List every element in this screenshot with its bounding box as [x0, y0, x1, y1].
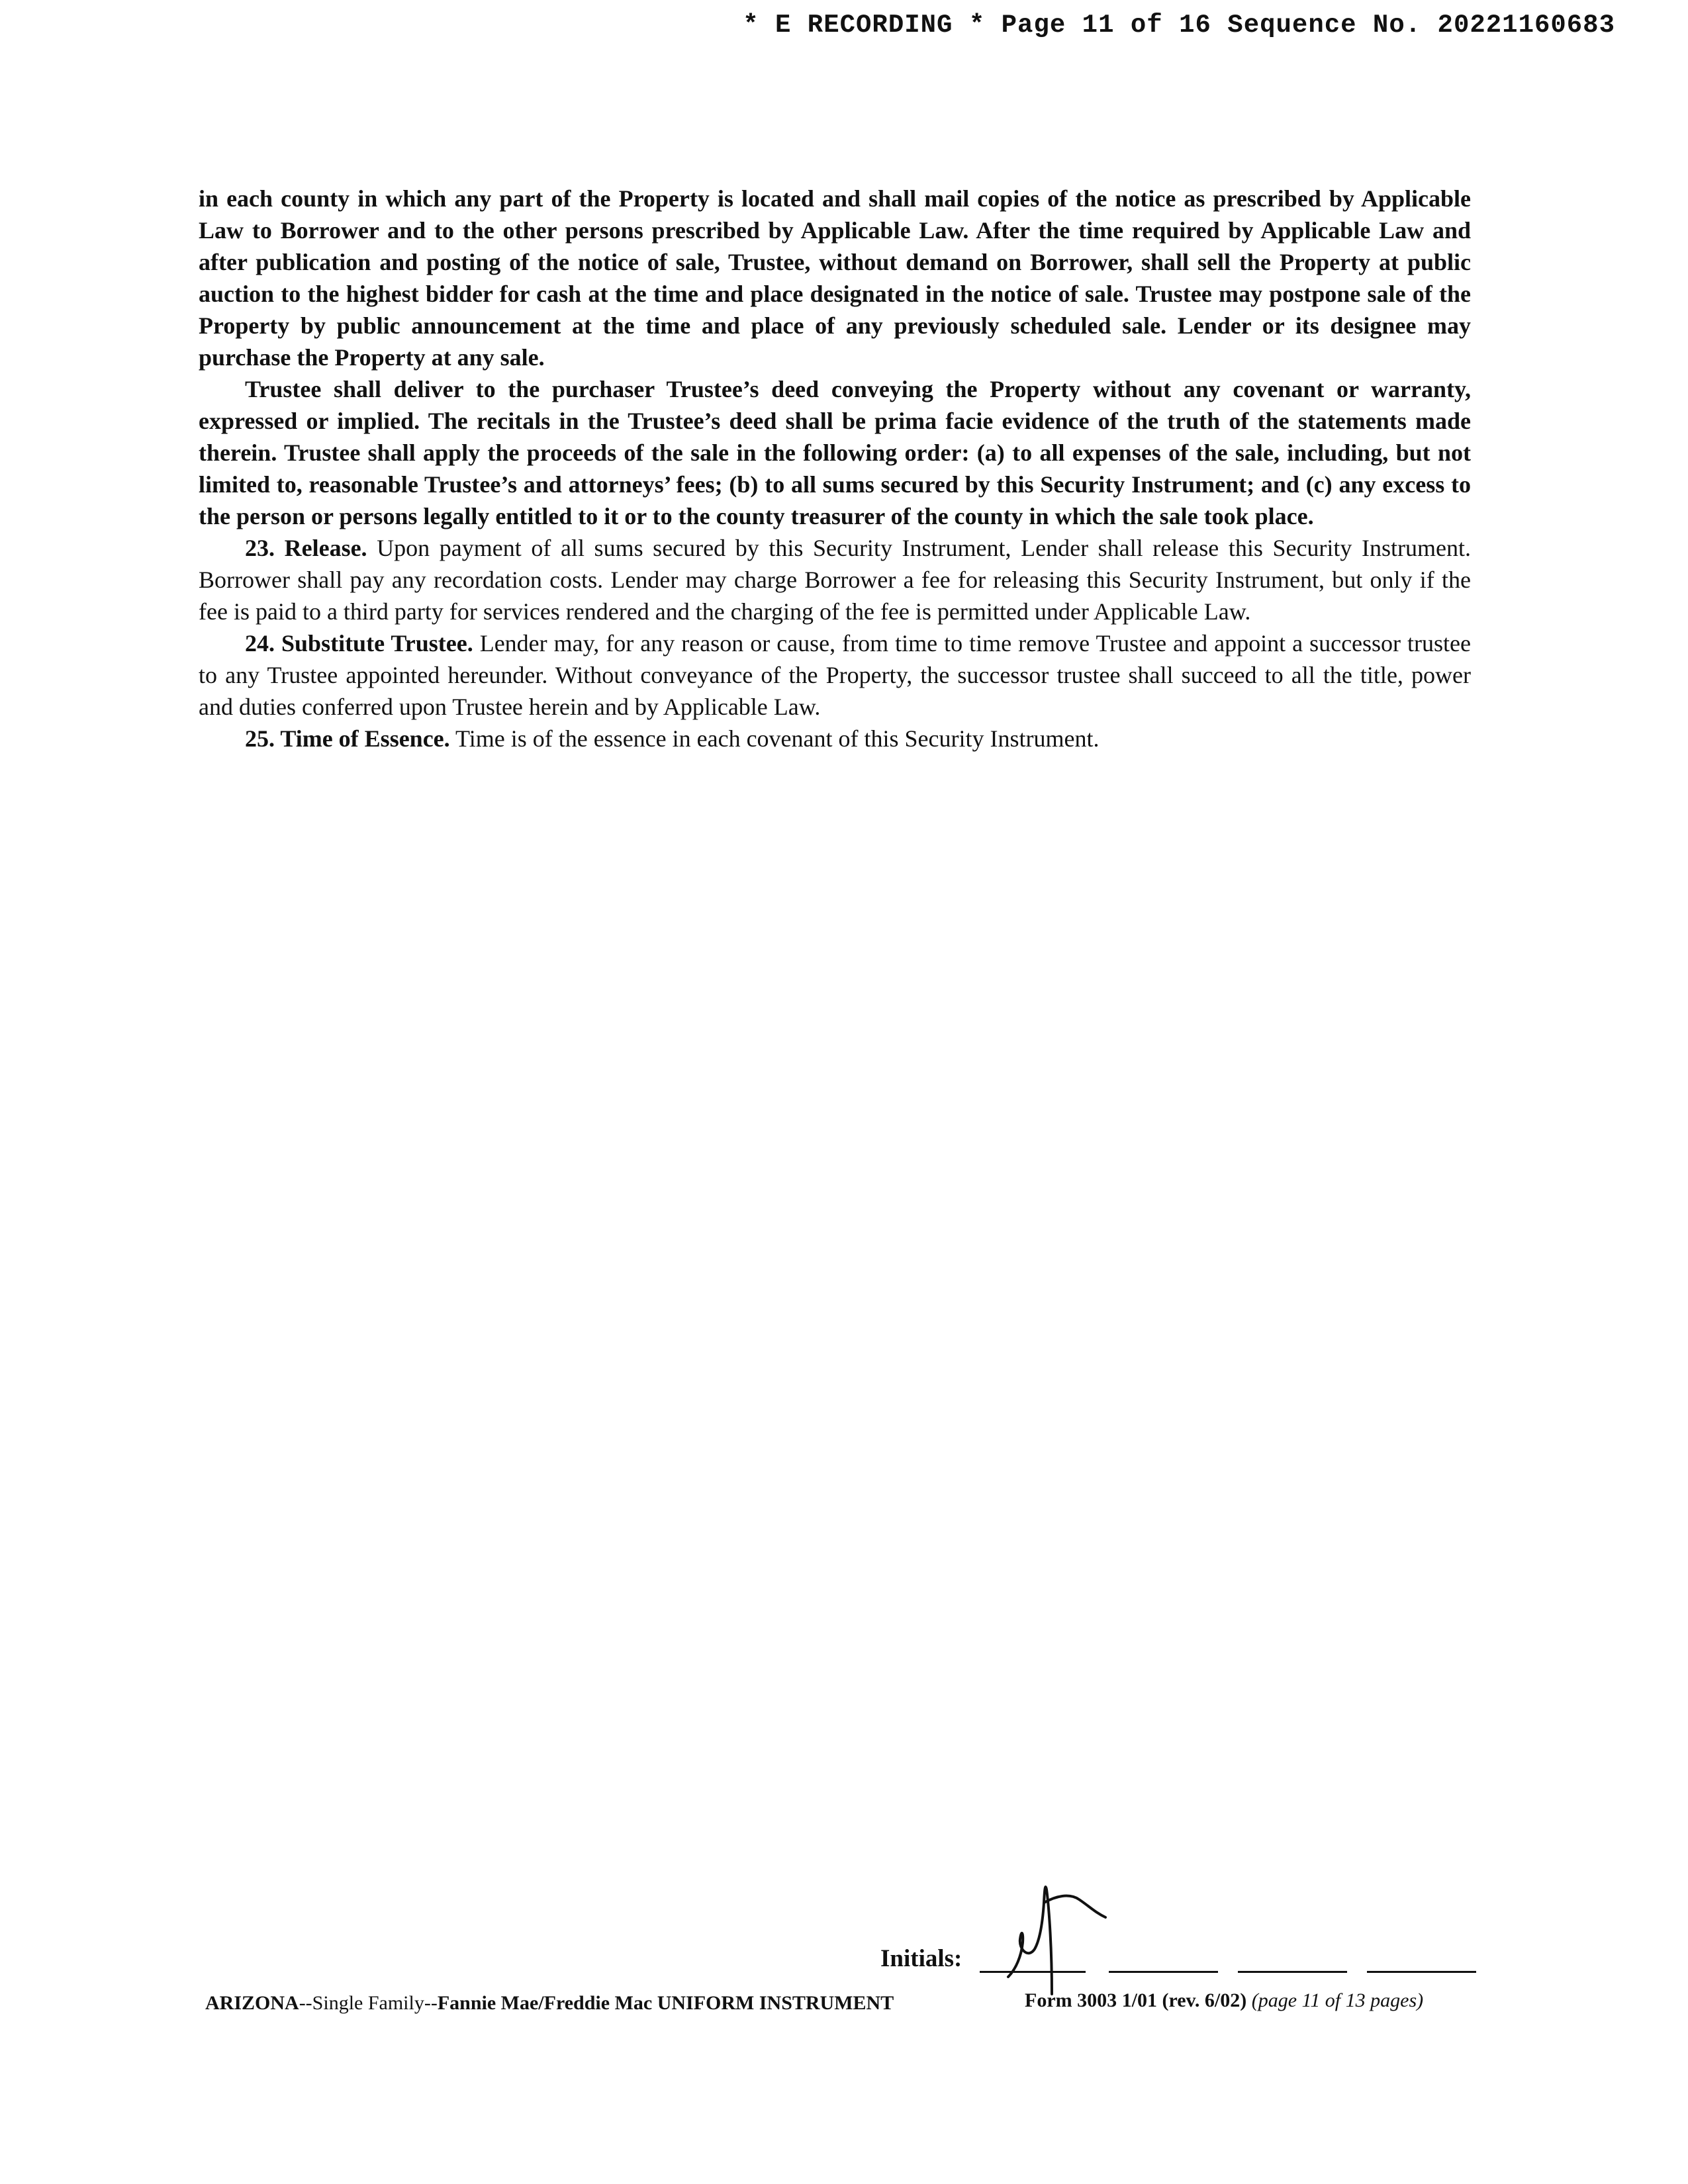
initials-line-3	[1238, 1971, 1347, 1973]
initials-block	[880, 1944, 1489, 1984]
footer-separator: --Single Family--	[299, 1992, 438, 2014]
clause-24-title: 24. Substitute Trustee.	[245, 630, 473, 657]
footer-form: Form 3003 1/01 (rev. 6/02)	[1025, 1989, 1247, 2011]
footer-agency: Fannie Mae/Freddie Mac UNIFORM INSTRUMENT	[437, 1992, 894, 2014]
clause-23-title: 23. Release.	[245, 535, 367, 561]
initials-line-4	[1367, 1971, 1476, 1973]
initials-line-2	[1109, 1971, 1218, 1973]
footer-form-number	[1025, 1989, 1423, 2012]
clause-23-text: Upon payment of all sums secured by this Security Instrument, Lender shall release this Security Instrument. Borrower shall pay any recordation costs. Lender may charge Borrower a fee for releasing this Security Instrument, but only if the fee is paid to a third party for services rendered and the charging of the fee is permitted under Applicable Law.	[199, 535, 1471, 625]
footer-state: ARIZONA	[205, 1992, 299, 2014]
clause-25	[199, 723, 1471, 754]
recording-stamp: * E RECORDING * Page 11 of 16 Sequence No. 20221160683	[743, 11, 1615, 40]
footer-form-title	[205, 1992, 894, 2015]
signature-icon	[996, 1876, 1109, 1995]
initials-label: Initials:	[880, 1945, 962, 1972]
document-body	[199, 183, 1471, 754]
footer-page: (page 11 of 13 pages)	[1251, 1989, 1424, 2011]
clause-25-text: Time is of the essence in each covenant of this Security Instrument.	[449, 725, 1100, 752]
clause-25-title: 25. Time of Essence.	[245, 725, 450, 752]
paragraph-trustee-deed: Trustee shall deliver to the purchaser Trustee’s deed conveying the Property without any covenant or warranty, expressed or implied. The recitals in the Trustee’s deed shall be prima facie evidence of the truth of the statements made therein. Trustee shall apply the proceeds of the sale in the following order: (a) to all expenses of the sale, including, but not limited to, reasonable Trustee’s and attorneys’ fees; (b) to all sums secured by this Security Instrument; and (c) any excess to the person or persons legally entitled to it or to the county treasurer of the county in which the sale took place.	[199, 376, 1471, 529]
paragraph-sale-notice: in each county in which any part of the Property is located and shall mail copies of the notice as prescribed by Applicable Law to Borrower and to the other persons prescribed by Applicable Law. After the time required by Applicable Law and after publication and posting of the notice of sale, Trustee, without demand on Borrower, shall sell the Property at public auction to the highest bidder for cash at the time and place designated in the notice of sale. Trustee may postpone sale of the Property by public announcement at the time and place of any previously scheduled sale. Lender or its designee may purchase the Property at any sale.	[199, 185, 1471, 371]
clause-23	[199, 532, 1471, 627]
clause-24-text: Lender may, for any reason or cause, from time to time remove Trustee and appoint a successor trustee to any Trustee appointed hereunder. Without conveyance of the Property, the successor trustee shall succeed to all the title, power and duties conferred upon Trustee herein and by Applicable Law.	[199, 630, 1472, 720]
clause-24	[199, 627, 1471, 723]
